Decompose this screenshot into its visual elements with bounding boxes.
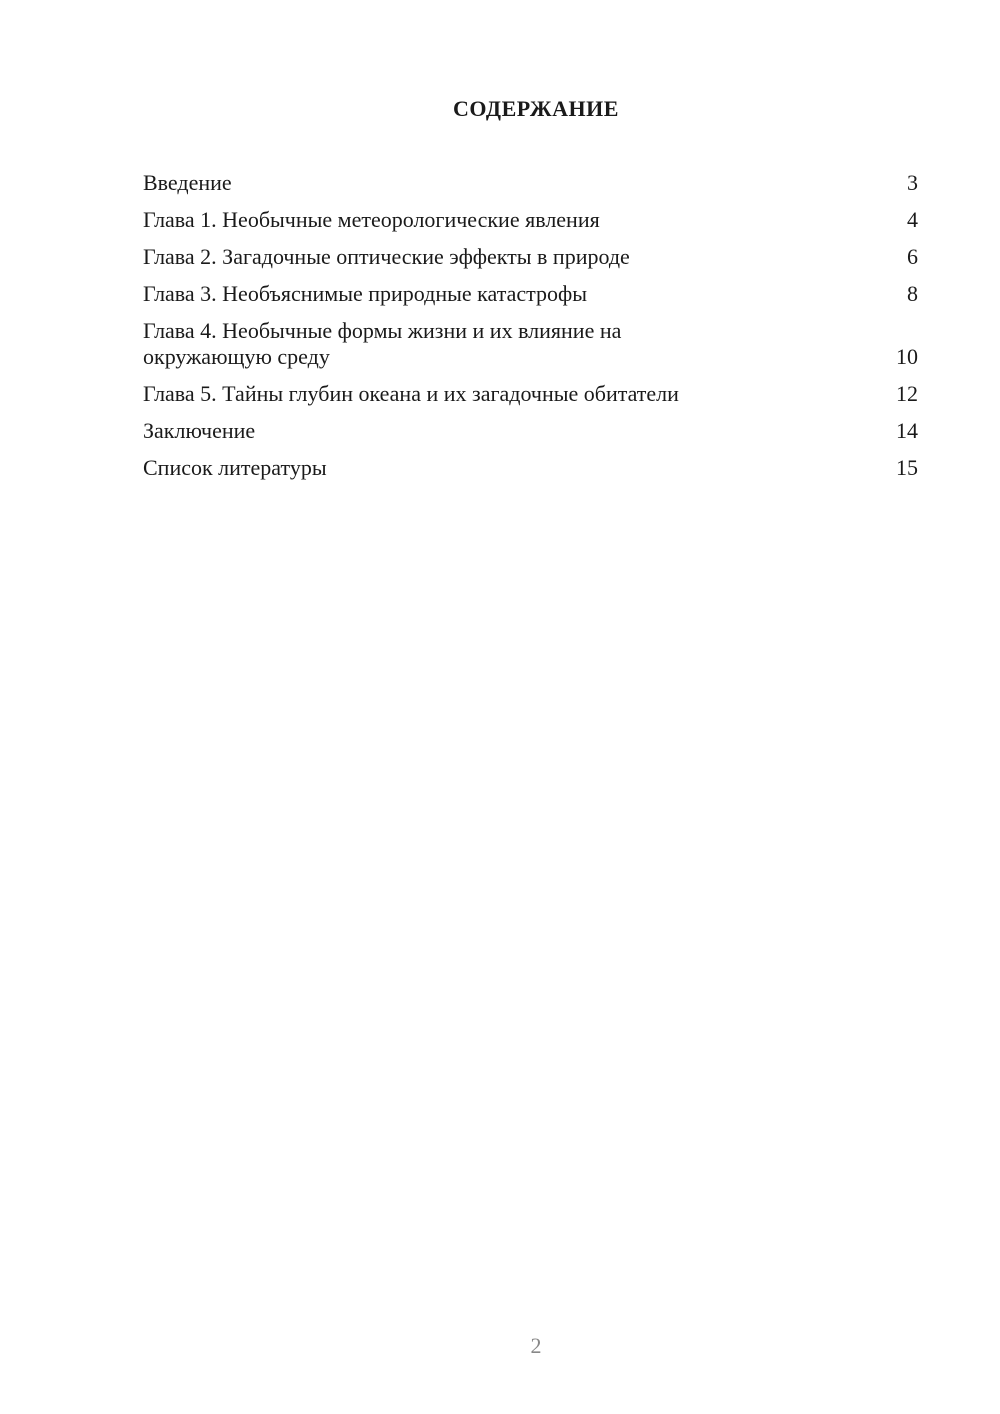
toc-entry-title: Глава 2. Загадочные оптические эффекты в природе <box>143 244 630 269</box>
toc-entry-conclusion <box>143 418 918 444</box>
toc-entry-title: Глава 3. Необъяснимые природные катастрофы <box>143 281 588 306</box>
toc-entry-title: Глава 4. Необычные формы жизни и их влияние на окружающую среду <box>143 318 622 369</box>
page-number: 2 <box>530 1333 542 1358</box>
toc-entry-page-number: 10 <box>896 344 918 369</box>
toc-heading: СОДЕРЖАНИЕ <box>453 96 619 121</box>
toc-entry-introduction <box>143 170 918 196</box>
table-of-contents <box>143 170 918 492</box>
toc-entry-chapter-3 <box>143 281 918 307</box>
toc-entry-title: Заключение <box>143 418 256 443</box>
toc-entry-bibliography <box>143 455 918 481</box>
toc-entry-chapter-1 <box>143 207 918 233</box>
toc-entry-title: Глава 1. Необычные метеорологические явления <box>143 207 600 232</box>
toc-entry-page-number: 6 <box>907 244 918 269</box>
toc-entry-page-number: 8 <box>907 281 918 306</box>
toc-entry-title: Список литературы <box>143 455 327 480</box>
toc-entry-page-number: 4 <box>907 207 918 232</box>
toc-entry-page-number: 14 <box>896 418 918 443</box>
toc-entry-chapter-4 <box>143 318 918 370</box>
toc-entry-title: Глава 5. Тайны глубин океана и их загадочные обитатели <box>143 381 679 406</box>
toc-entry-chapter-2 <box>143 244 918 270</box>
toc-entry-chapter-5 <box>143 381 918 407</box>
toc-entry-title: Введение <box>143 170 232 195</box>
toc-entry-page-number: 15 <box>896 455 918 480</box>
toc-entry-page-number: 12 <box>896 381 918 406</box>
toc-entry-page-number: 3 <box>907 170 918 195</box>
